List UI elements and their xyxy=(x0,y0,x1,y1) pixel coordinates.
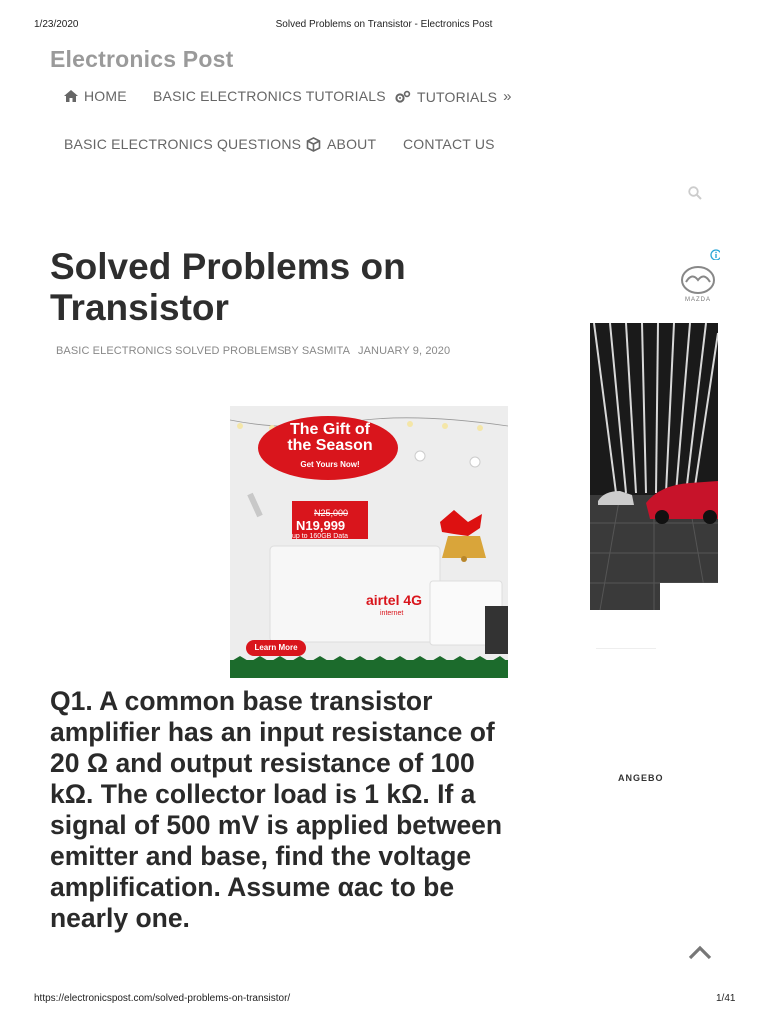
ad-brand-sub: internet xyxy=(380,610,404,617)
ad-subline: Get Yours Now! xyxy=(300,460,360,469)
nav-basic-tutorials[interactable] xyxy=(153,88,386,104)
ad-headline-1: The Gift of xyxy=(290,421,370,438)
ad-brand: airtel 4G xyxy=(366,592,423,608)
footer-page-number: 1/41 xyxy=(716,993,736,1004)
ad-faint-line xyxy=(596,648,656,649)
airtel-ad[interactable] xyxy=(230,406,508,678)
nav-home-label: HOME xyxy=(84,88,127,104)
double-chevron-right-icon: » xyxy=(503,88,512,105)
ad-data-note: up to 160GB Data xyxy=(292,533,349,540)
post-date: JANUARY 9, 2020 xyxy=(358,345,451,357)
nav-contact-label: CONTACT US xyxy=(403,136,495,152)
cube-icon xyxy=(306,137,321,152)
nav-questions-label: BASIC ELECTRONICS QUESTIONS xyxy=(64,136,302,152)
chevron-up-icon[interactable] xyxy=(688,944,712,965)
nav-about-label: ABOUT xyxy=(327,136,377,152)
print-page-title: Solved Problems on Transistor - Electronics Post xyxy=(275,19,493,30)
nav-basic-tutorials-label: BASIC ELECTRONICS TUTORIALS xyxy=(153,88,386,104)
nav-home[interactable] xyxy=(64,88,127,104)
question-text: Q1. A common base transistor amplifier has an input resistance of 20 Ω and output resistance of 100 kΩ. The collector load is 1 kΩ. If a signal of 500 mV is applied between emitter and base, find the voltage amplification. Assume αac to be nearly one. xyxy=(50,686,503,933)
nav-tutorials-label: TUTORIALS xyxy=(417,88,498,105)
search-icon[interactable] xyxy=(688,186,702,205)
page-title: Solved Problems on Transistor xyxy=(50,246,406,328)
ad-new-price: N19,999 xyxy=(296,518,346,533)
author-link[interactable]: BY SASMITA xyxy=(284,345,351,357)
nav-contact[interactable] xyxy=(403,136,495,152)
print-date: 1/23/2020 xyxy=(34,19,79,30)
mazda-ad[interactable] xyxy=(590,323,718,610)
nav-tutorials[interactable] xyxy=(395,88,512,105)
nav-about[interactable] xyxy=(306,136,376,152)
ad-learn-more-button[interactable]: Learn More xyxy=(254,643,298,652)
home-icon xyxy=(64,90,78,102)
ad-info-icon[interactable] xyxy=(710,248,720,260)
mazda-ad-caption: ANGEBO xyxy=(618,773,664,783)
ad-old-price: N25,000 xyxy=(314,508,349,518)
mazda-wordmark: MAZDA xyxy=(685,297,711,303)
site-title[interactable]: Electronics Post xyxy=(50,46,234,72)
footer-url: https://electronicspost.com/solved-problems-on-transistor/ xyxy=(34,993,291,1004)
mazda-logo-icon[interactable] xyxy=(680,266,716,299)
gears-icon xyxy=(395,90,411,104)
nav-questions[interactable] xyxy=(64,136,301,152)
category-link[interactable]: BASIC ELECTRONICS SOLVED PROBLEMS xyxy=(56,345,285,357)
ad-headline-2: the Season xyxy=(287,437,373,454)
